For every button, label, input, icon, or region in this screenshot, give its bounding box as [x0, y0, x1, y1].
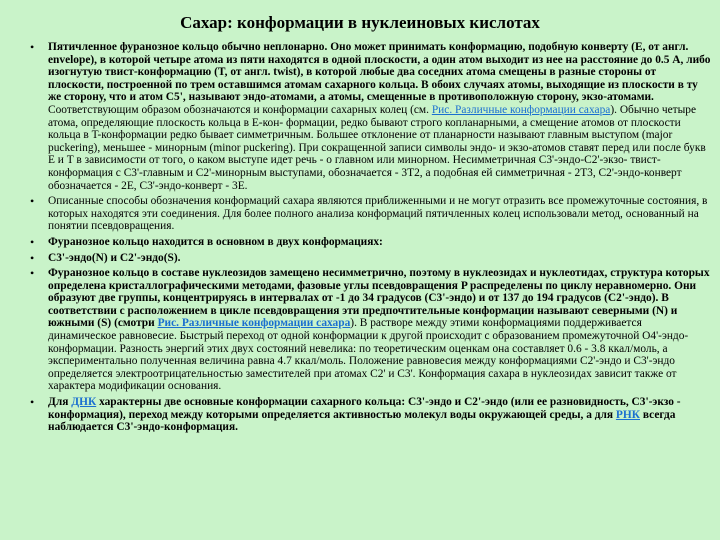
bullet-list — [30, 41, 712, 437]
dna-link[interactable]: ДНК — [71, 396, 97, 409]
bullet-3-text: Фуранозное кольцо находится в основном в двух конформациях: — [48, 235, 383, 248]
bullet-item-5 — [30, 267, 712, 393]
sugar-conformations-figure-link-2[interactable]: Рис. Различные конформации сахара — [157, 317, 351, 330]
bullet-item-4 — [30, 252, 712, 265]
bullet-2-text: Описанные способы обозначения конформаций сахара являются приближенными и не могут отразить все промежуточные состояния, в которых находятся эти соединения. Для более полного анализа конформаций пятичленных колец использовали метод, основанный на понятии псевдовращения. — [48, 195, 708, 233]
bullet-1-text: Соответствующим образом обозначаются и конформации сахарных колец (см. — [48, 103, 432, 116]
bullet-5-bold-text: Фуранозное кольцо в составе нуклеозидов замещено несимметрично, поэтому в нуклеозидах и нуклеотидах, структура которых определена кристаллографическими методами, фазовые углы псевдовращения P распределены по циклу неравномерно. Они образуют две группы, концентрируясь в интервалах от -1 до 34 градусов (С3'-эндо) и от 137 до 194 градусов (С2'-эндо). В соответствии с расположением в цикле псевдовращения эти предпочтительные конформации называют северными (N) и южными (S) (смотри — [48, 267, 710, 330]
bullet-item-2 — [30, 195, 712, 233]
bullet-5-text: ). В растворе между этими конформациями поддерживается динамическое равновесие. Быстрый переход от одной конформации к другой происходит с образованием промежуточной O4'-эндо-конформации. Разность энергий этих двух состояний невелика: по теоретическим оценкам она составляет 0.6 - 3.8 ккал/моль, а экспериментально полученная величина равна 4.7 ккал/моль. Положение равновесия между конформациями С2'-эндо и С3'-эндо определяется электроотрицательностью заместителей при атомах С2' и С3'. Конформация сахара в нуклеозидах зависит также от характера модификации основания. — [48, 317, 689, 393]
bullet-1-text-cont: ). Обычно четыре атома, определяющие плоскость кольца в E-кон- формации, редко бывают строго копланарными, а смещение атомов от плоскости кольца в T-конформации редко бывает симметричным. Большее отклонение от планарности называют главным выступом (major puckering), меньшее - минорным (minor puckering). При сокращенной записи символы эндо- и экзо-атомов ставят перед или после букв E и T в зависимости от того, о каком выступе идет речь - о главном или минорном. Несимметричная С3'-эндо-С2'-экзо- твист-конформация с С3'-главным и С2'-минорным выступами, обозначается - 3T2, а подобная ей симметричная - 2T3, С2'-эндо-конверт обозначается - 2E, С3'-эндо-конверт - 3E. — [48, 103, 706, 192]
bullet-item-1 — [30, 41, 712, 192]
bullet-item-3 — [30, 236, 712, 249]
slide-title: Сахар: конформации в нуклеиновых кислотах — [180, 13, 540, 32]
bullet-4-text: С3'-эндо(N) и С2'-эндо(S). — [48, 251, 181, 264]
bullet-6-text-end: всегда наблюдается С3'-эндо-конформация. — [48, 408, 676, 434]
bullet-item-6 — [30, 396, 712, 434]
sugar-conformations-figure-link[interactable]: Рис. Различные конформации сахара — [431, 103, 611, 116]
bullet-6-text-cont: характерны две основные конформации сахарного кольца: С3'-эндо и С2'-эндо (или ее разновидность, С3'-экзо - конформация), переход между которыми определяется активностью молекул воды окружающей среды, а для — [48, 396, 681, 421]
rna-link[interactable]: РНК — [615, 408, 640, 421]
bullet-6-text: Для — [48, 396, 72, 409]
bullet-1-bold-text: Пятичленное фуранозное кольцо обычно неплонарно. Оно может принимать конформацию, подобную конверту (E, от англ. envelope), в которой четыре атома из пяти находятся в одной плоскости, а один атом выходит из нее на расстояние до 0.5 А, либо изогнутую твист-конформацию (T, от англ. twist), в которой любые два соседних атома смещены в разные стороны от плоскости, построенной по трем оставшимся атомам сахарного кольца. В обоих случаях атомы, выходящие из плоскости в ту же сторону, что и атом С5', называют эндо-атомами, а атомы, смещенные в противоположную сторону, экзо-атомами. — [48, 41, 711, 104]
